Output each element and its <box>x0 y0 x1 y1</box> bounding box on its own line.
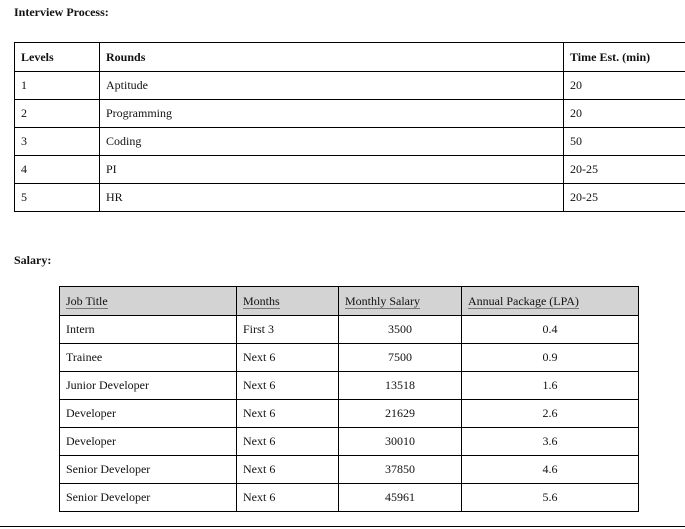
column-header-job-title <box>60 287 237 316</box>
months-cell: Next 6 <box>237 400 339 428</box>
annual-package-cell: 5.6 <box>462 484 639 512</box>
job-title-cell: Senior Developer <box>60 456 237 484</box>
months-cell: Next 6 <box>237 344 339 372</box>
round-cell: PI <box>100 156 564 184</box>
job-title-label: Job Title <box>66 293 108 308</box>
monthly-salary-cell: 13518 <box>339 372 462 400</box>
job-title-cell: Trainee <box>60 344 237 372</box>
table-row <box>60 372 639 400</box>
round-cell: Aptitude <box>100 72 564 100</box>
months-cell: First 3 <box>237 316 339 344</box>
monthly-salary-cell: 45961 <box>339 484 462 512</box>
annual-package-cell: 4.6 <box>462 456 639 484</box>
page-bottom-divider <box>0 526 685 527</box>
interview-process-table <box>14 42 685 212</box>
level-cell: 1 <box>15 72 100 100</box>
level-cell: 3 <box>15 128 100 156</box>
time-cell: 20-25 <box>564 156 685 184</box>
annual-package-cell: 3.6 <box>462 428 639 456</box>
column-header-rounds: Rounds <box>100 43 564 72</box>
monthly-salary-cell: 37850 <box>339 456 462 484</box>
table-row <box>60 456 639 484</box>
months-cell: Next 6 <box>237 428 339 456</box>
annual-package-cell: 2.6 <box>462 400 639 428</box>
round-cell: HR <box>100 184 564 212</box>
column-header-annual-package <box>462 287 639 316</box>
column-header-levels: Levels <box>15 43 100 72</box>
table-header-row <box>15 43 685 72</box>
level-cell: 4 <box>15 156 100 184</box>
table-row <box>60 428 639 456</box>
round-cell: Programming <box>100 100 564 128</box>
table-row <box>15 100 685 128</box>
table-row <box>15 72 685 100</box>
table-row <box>15 128 685 156</box>
time-cell: 50 <box>564 128 685 156</box>
table-row <box>60 316 639 344</box>
time-cell: 20 <box>564 72 685 100</box>
monthly-salary-label: Monthly Salary <box>345 293 420 308</box>
column-header-months <box>237 287 339 316</box>
table-row <box>15 184 685 212</box>
column-header-monthly-salary <box>339 287 462 316</box>
job-title-cell: Senior Developer <box>60 484 237 512</box>
level-cell: 5 <box>15 184 100 212</box>
salary-table <box>59 286 639 512</box>
annual-package-label: Annual Package (LPA) <box>468 293 579 308</box>
job-title-cell: Developer <box>60 400 237 428</box>
time-cell: 20-25 <box>564 184 685 212</box>
months-cell: Next 6 <box>237 372 339 400</box>
monthly-salary-cell: 7500 <box>339 344 462 372</box>
months-cell: Next 6 <box>237 456 339 484</box>
round-cell: Coding <box>100 128 564 156</box>
table-header-row <box>60 287 639 316</box>
months-label: Months <box>243 293 280 308</box>
salary-heading: Salary: <box>14 253 52 267</box>
interview-process-heading: Interview Process: <box>14 5 109 19</box>
annual-package-cell: 0.4 <box>462 316 639 344</box>
table-row <box>15 156 685 184</box>
job-title-cell: Intern <box>60 316 237 344</box>
table-row <box>60 344 639 372</box>
table-row <box>60 400 639 428</box>
column-header-time-est: Time Est. (min) <box>564 43 685 72</box>
months-cell: Next 6 <box>237 484 339 512</box>
monthly-salary-cell: 3500 <box>339 316 462 344</box>
table-row <box>60 484 639 512</box>
level-cell: 2 <box>15 100 100 128</box>
monthly-salary-cell: 21629 <box>339 400 462 428</box>
time-cell: 20 <box>564 100 685 128</box>
annual-package-cell: 1.6 <box>462 372 639 400</box>
job-title-cell: Junior Developer <box>60 372 237 400</box>
job-title-cell: Developer <box>60 428 237 456</box>
annual-package-cell: 0.9 <box>462 344 639 372</box>
monthly-salary-cell: 30010 <box>339 428 462 456</box>
